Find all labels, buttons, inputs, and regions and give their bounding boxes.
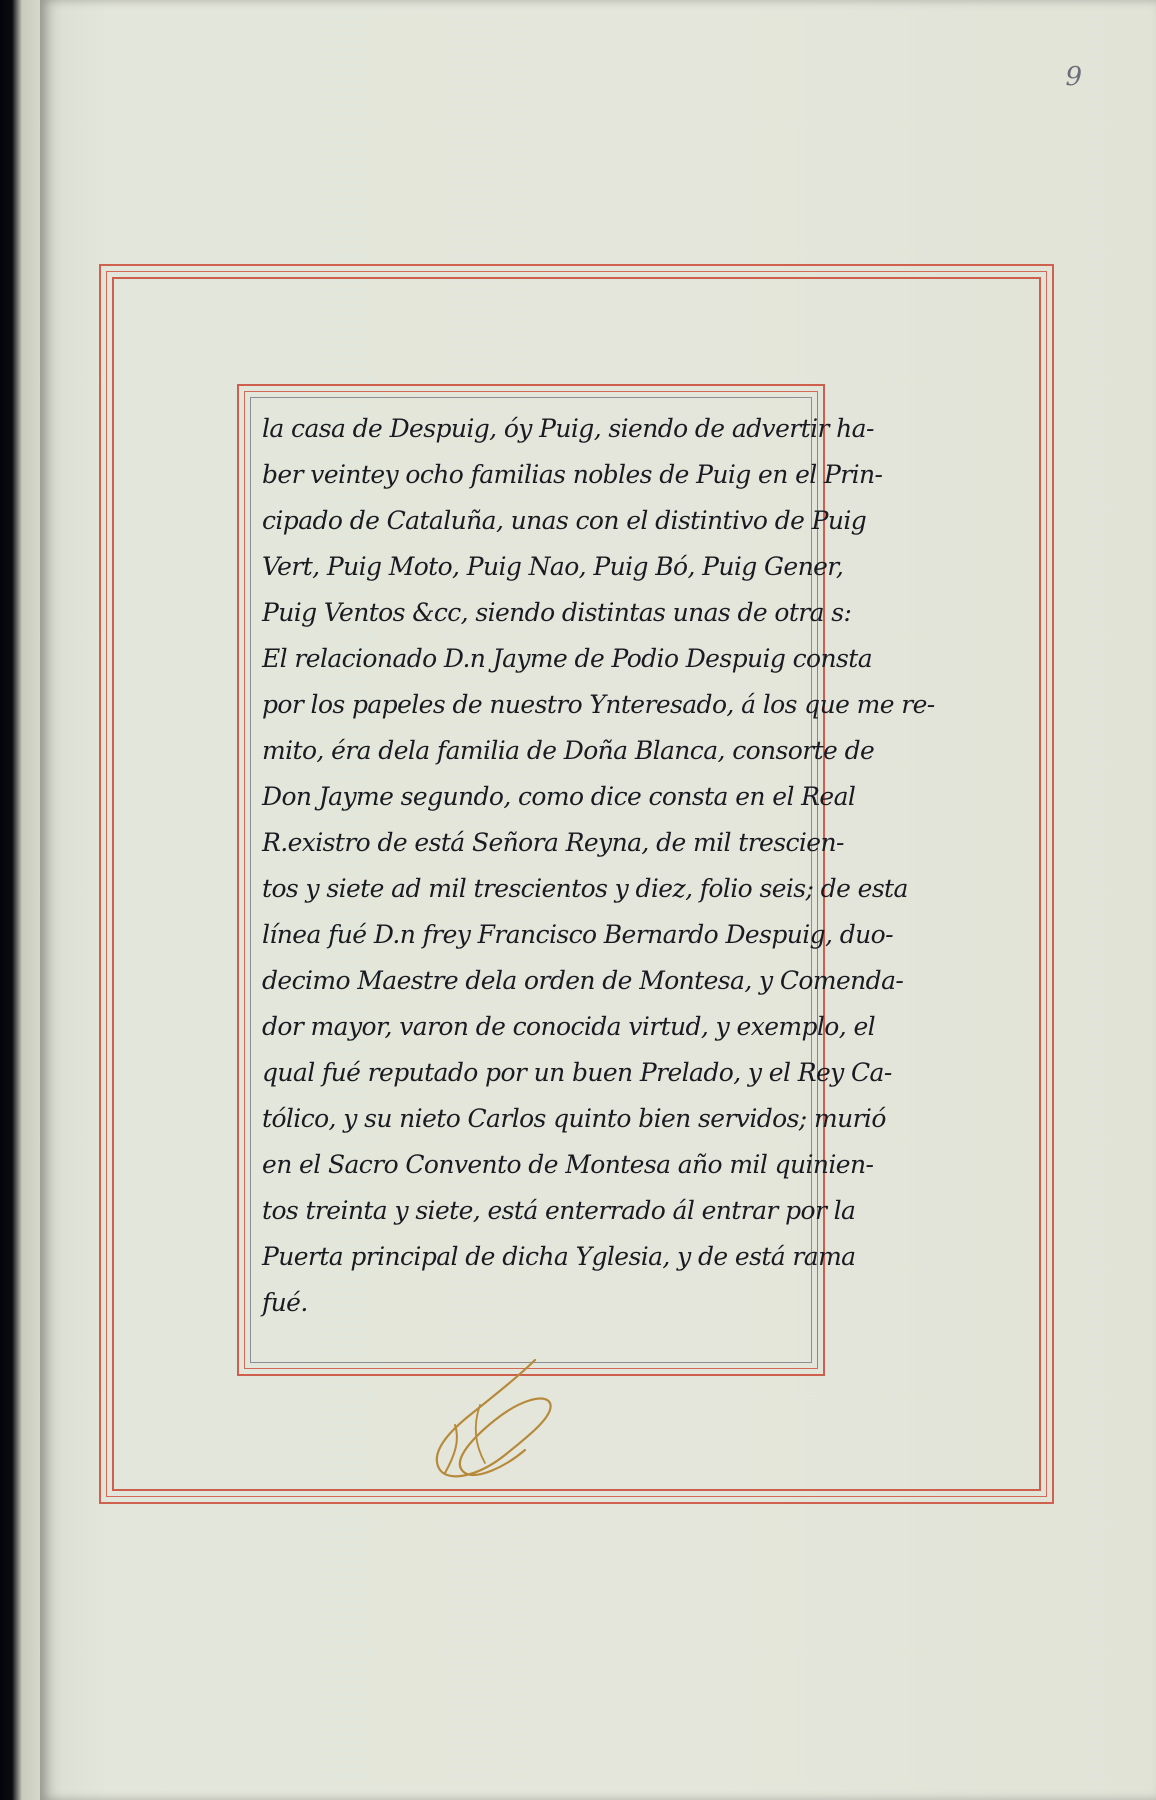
text-line: tos treinta y siete, está enterrado ál entrar por la: [262, 1196, 856, 1225]
text-line: El relacionado D.n Jayme de Podio Despuig consta: [262, 644, 872, 673]
text-line: Puig Ventos &cc, siendo distintas unas de otra s:: [262, 598, 852, 627]
text-line: dor mayor, varon de conocida virtud, y exemplo, el: [262, 1012, 876, 1041]
text-line: ber veintey ocho familias nobles de Puig en el Prin-: [262, 460, 883, 489]
text-line: Don Jayme segundo, como dice consta en el Real: [262, 782, 856, 811]
text-line: la casa de Despuig, óy Puig, siendo de advertir ha-: [262, 414, 874, 443]
text-line: decimo Maestre dela orden de Montesa, y Comenda-: [262, 966, 904, 995]
rubric-flourish-icon: [425, 1355, 565, 1485]
text-line: en el Sacro Convento de Montesa año mil quinien-: [262, 1150, 874, 1179]
text-line: cipado de Cataluña, unas con el distintivo de Puig: [262, 506, 867, 535]
text-line: qual fué reputado por un buen Prelado, y el Rey Ca-: [262, 1058, 892, 1087]
text-line: Puerta principal de dicha Yglesia, y de está rama: [262, 1242, 856, 1271]
text-line: fué.: [262, 1288, 308, 1317]
text-line: R.existro de está Señora Reyna, de mil trescien-: [262, 828, 844, 857]
text-line: tólico, y su nieto Carlos quinto bien servidos; murió: [262, 1104, 886, 1133]
text-line: mito, éra dela familia de Doña Blanca, consorte de: [262, 736, 875, 765]
text-line: por los papeles de nuestro Ynteresado, á los que me re-: [262, 690, 935, 719]
text-line: Vert, Puig Moto, Puig Nao, Puig Bó, Puig Gener,: [262, 552, 844, 581]
text-line: tos y siete ad mil trescientos y diez, folio seis; de esta: [262, 874, 908, 903]
text-line: línea fué D.n frey Francisco Bernardo Despuig, duo-: [262, 920, 893, 949]
text-block: [262, 406, 935, 1336]
folio-number: 9: [1065, 62, 1082, 92]
binding-gutter: [0, 0, 40, 1800]
